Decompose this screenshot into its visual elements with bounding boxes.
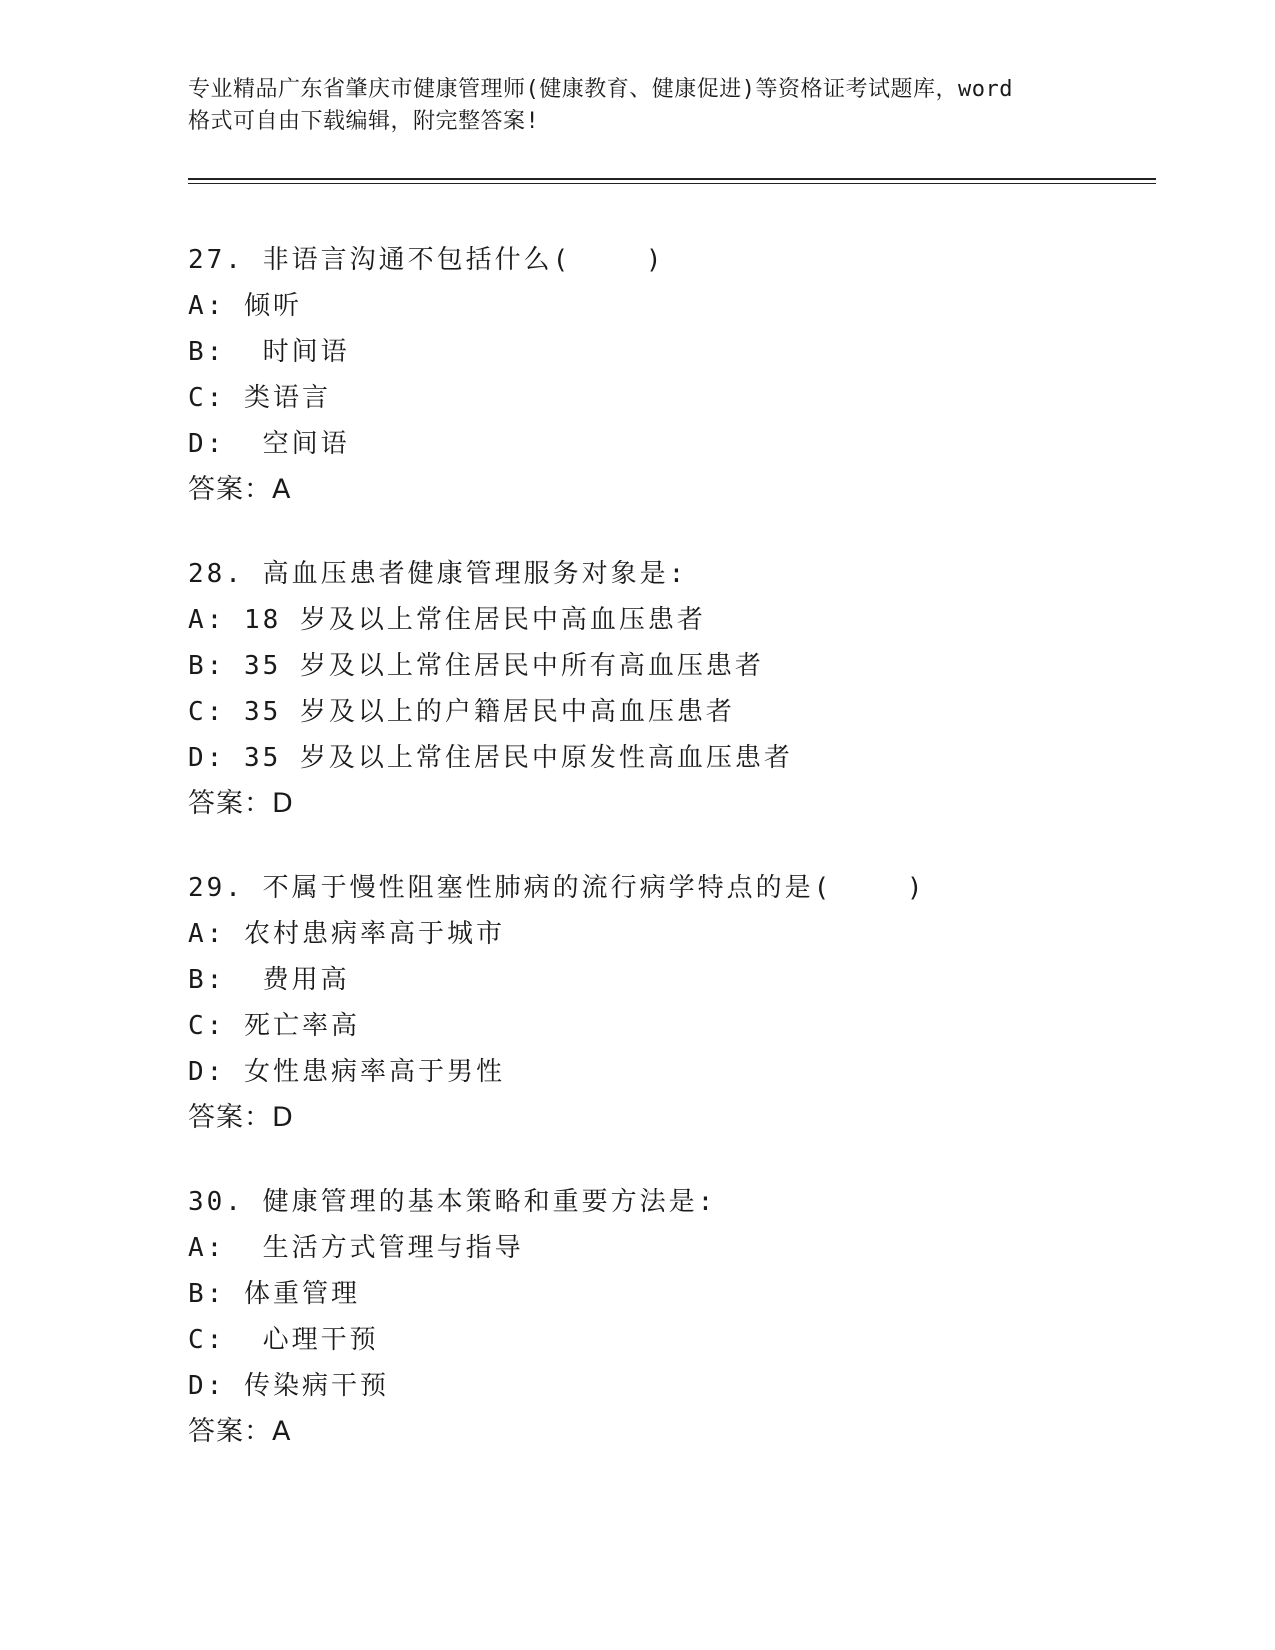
document-header <box>188 74 1108 138</box>
option-a: A: 农村患病率高于城市 <box>188 919 505 949</box>
question-29 <box>188 865 1148 1141</box>
answer-line: 答案：D <box>188 1102 294 1133</box>
option-b: B: 体重管理 <box>188 1279 360 1309</box>
option-b: B: 费用高 <box>188 965 350 995</box>
answer-line: 答案：D <box>188 788 294 819</box>
question-28 <box>188 551 1148 827</box>
option-a: A: 18 岁及以上常住居民中高血压患者 <box>188 605 706 635</box>
option-d: D: 35 岁及以上常住居民中原发性高血压患者 <box>188 743 793 773</box>
option-c: C: 35 岁及以上的户籍居民中高血压患者 <box>188 697 735 727</box>
question-list <box>188 237 1148 1493</box>
question-stem: 28. 高血压患者健康管理服务对象是: <box>188 559 688 589</box>
answer-line: 答案：A <box>188 1416 292 1447</box>
question-30 <box>188 1179 1148 1455</box>
option-b: B: 时间语 <box>188 337 350 367</box>
question-stem: 29. 不属于慢性阻塞性肺病的流行病学特点的是( ) <box>188 873 926 903</box>
question-27 <box>188 237 1148 513</box>
question-stem: 27. 非语言沟通不包括什么( ) <box>188 245 665 275</box>
option-c: C: 类语言 <box>188 383 331 413</box>
answer-line: 答案：A <box>188 474 292 505</box>
header-line-2: 格式可自由下载编辑，附完整答案! <box>188 109 540 134</box>
question-stem: 30. 健康管理的基本策略和重要方法是: <box>188 1187 717 1217</box>
option-a: A: 倾听 <box>188 291 302 321</box>
header-line-1: 专业精品广东省肇庆市健康管理师(健康教育、健康促进)等资格证考试题库，word <box>188 77 1013 102</box>
option-d: D: 女性患病率高于男性 <box>188 1057 505 1087</box>
option-a: A: 生活方式管理与指导 <box>188 1233 524 1263</box>
option-c: C: 心理干预 <box>188 1325 379 1355</box>
header-divider-thin <box>188 183 1156 184</box>
option-d: D: 传染病干预 <box>188 1371 389 1401</box>
option-d: D: 空间语 <box>188 429 350 459</box>
header-divider-thick <box>188 178 1156 180</box>
option-b: B: 35 岁及以上常住居民中所有高血压患者 <box>188 651 764 681</box>
option-c: C: 死亡率高 <box>188 1011 360 1041</box>
